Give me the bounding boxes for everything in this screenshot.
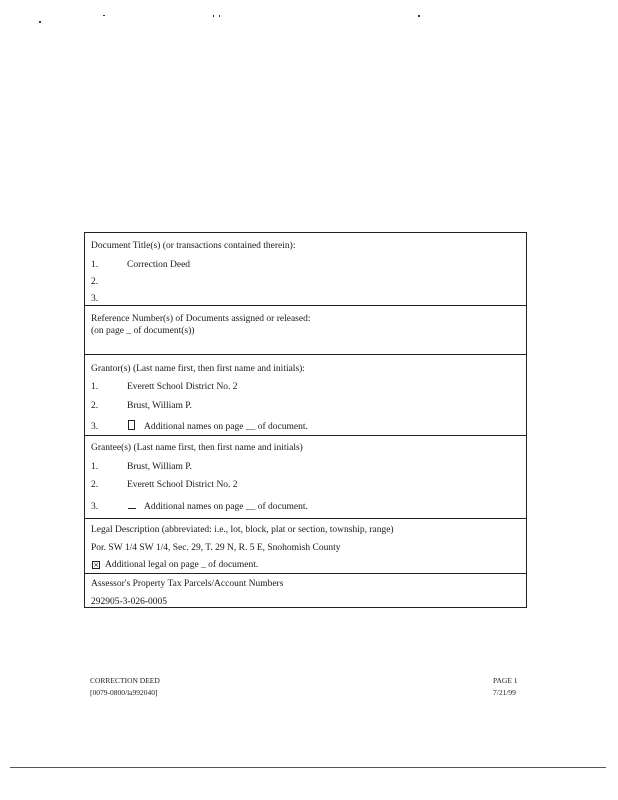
scan-speck <box>219 15 220 17</box>
assessor-heading: Assessor's Property Tax Parcels/Account Numbers <box>91 579 284 589</box>
additional-grantees-checkbox[interactable] <box>128 506 136 509</box>
additional-legal-checkbox[interactable]: × <box>93 561 99 569</box>
grantor-num-2: 2. <box>91 401 99 411</box>
footer-doc-title: CORRECTION DEED <box>90 676 160 685</box>
document-title-num-2: 2. <box>91 277 99 287</box>
scan-speck <box>418 15 420 17</box>
grantees-heading: Grantee(s) (Last name first, then first name and initials) <box>91 443 303 453</box>
grantee-value-2: Everett School District No. 2 <box>127 480 238 490</box>
grantors-heading: Grantor(s) (Last name first, then first name and initials): <box>91 364 305 374</box>
grantee-value-3: Additional names on page __ of document. <box>144 502 308 512</box>
reference-heading: Reference Number(s) of Documents assigned or released: <box>91 314 311 324</box>
legal-description-text: Por. SW 1/4 SW 1/4, Sec. 29, T. 29 N, R. 5 E, Snohomish County <box>91 543 341 553</box>
scan-speck <box>213 15 214 17</box>
additional-grantors-checkbox[interactable] <box>128 420 135 430</box>
document-title-num-1: 1. <box>91 260 99 270</box>
reference-section <box>85 306 526 355</box>
legal-additional-text: Additional legal on page _ of document. <box>105 560 259 570</box>
document-title-heading: Document Title(s) (or transactions contained therein): <box>91 241 296 251</box>
document-title-num-3: 3. <box>91 294 99 304</box>
document-title-value-1: Correction Deed <box>127 260 191 270</box>
grantor-num-1: 1. <box>91 382 99 392</box>
grantee-num-3: 3. <box>91 502 99 512</box>
grantee-value-1: Brust, William P. <box>127 462 192 472</box>
grantee-num-1: 1. <box>91 462 99 472</box>
grantor-num-3: 3. <box>91 422 99 432</box>
reference-subline: (on page _ of document(s)) <box>91 326 195 336</box>
footer-date: 7/21/99 <box>493 688 516 697</box>
scan-speck <box>103 15 105 16</box>
footer-file-reference: [0079-0800/la992040] <box>90 688 158 697</box>
scan-edge-line <box>10 767 606 768</box>
assessor-parcel-number: 292905-3-026-0005 <box>91 597 167 607</box>
legal-heading: Legal Description (abbreviated: i.e., lot, block, plat or section, township, range) <box>91 525 394 535</box>
document-title-section <box>85 233 526 306</box>
recording-cover-form <box>84 232 527 608</box>
scan-speck <box>39 21 41 23</box>
assessor-section <box>85 574 526 609</box>
grantor-value-2: Brust, William P. <box>127 401 192 411</box>
grantee-num-2: 2. <box>91 480 99 490</box>
grantees-section <box>85 436 526 519</box>
grantor-value-3: Additional names on page __ of document. <box>144 422 308 432</box>
grantor-value-1: Everett School District No. 2 <box>127 382 238 392</box>
legal-description-section <box>85 519 526 574</box>
grantors-section <box>85 355 526 436</box>
footer-page-number: PAGE 1 <box>493 676 518 685</box>
